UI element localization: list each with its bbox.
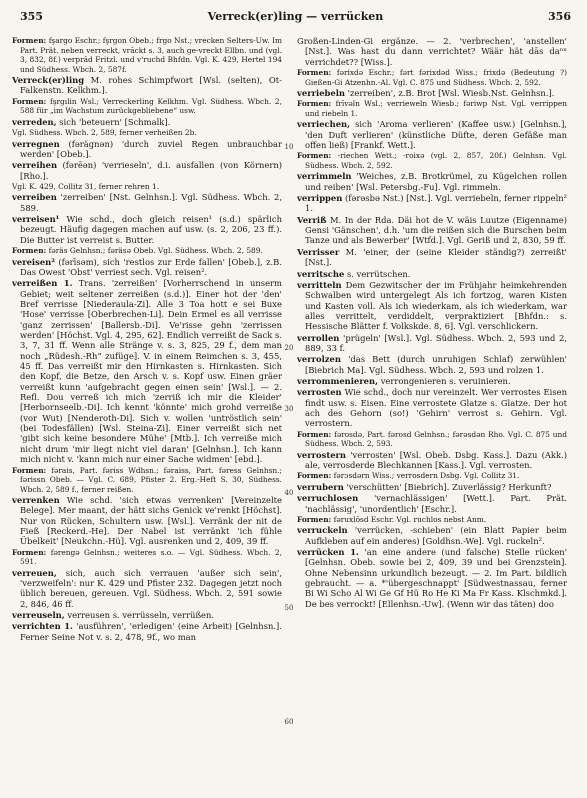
dictionary-entry [297,333,567,354]
entry-headword: verriechen, [297,119,351,130]
page-header [20,10,571,26]
entry-headword: verrosten [297,387,342,398]
forms-text: fərosdə, Part. fərosd Gelnhsn.; fərəsdən Rho. Vgl. C. 875 und Südhess. Wbch. 2, 593. [305,429,567,449]
forms-text: frīvəln Wsl.; verrieweln Wiesb.; fəriwp Nst. Vgl. verrippen und riebeln 1. [305,99,567,118]
entry-text: (fərēən) 'verrieseln', d.i. ausfallen (von Körnern) [Rho.]. [20,160,282,181]
entry-text: Wie schd., doch gleich reisen¹ (s.d.) spärlich bezeugt. Häufig dagegen machen auf usw. (s. 2, 206, 23 ff.). Die Butter ist verreist s. Butter. [20,214,282,245]
entry-text: (fərəsbə Nst.) [Nst.]. Vgl. verriebeln, ferner rippeln² 1. [305,193,567,214]
forms-text: fşrgılin Wsl.; Verreckerling Kelkhm. Vgl. Südhess. Wbch. 2, 588 für „im Wachstum zurückgebliebene“ usw. [20,96,282,116]
entry-continuation: Großen-Linden-Gi ergänze. — 2. 'verbrechen', 'anstellen' [Nst.]. Was hast du dann verrichtet? Wäär hät dās daⁿⁿ verrichdet?? [Wiss.]. [297,36,567,67]
dictionary-entry [297,387,567,428]
entry-text: Wie schd. 'sich etwas verrenken' [Vereinzelte Belege]. Mer maant, der hätt sichs Genick ve'renkt [Höchst]. Nur von Rücken, Schultern usw. [Wsl.]. Verränk der nit de Fieß [Reckerd.-He]. Der Nabel ist verränkt 'ich fühle Übelkeit' [Neukchn.-Hü]. Vgl. ausrenken und 2, 409, 39 ff. [20,495,282,547]
forms-text: fərengə Gelnhsn.; weiteres s.o. — Vgl. Südhess. Wbch. 2, 591. [20,547,282,567]
entry-headword: verritteln [297,279,342,290]
dictionary-entry [297,525,567,546]
forms-label: Formen: [12,96,47,106]
forms-note [297,471,567,481]
entry-headword: verreden, [12,116,57,127]
forms-text: fərɔsdərn Wiss.; verrosdern Dsbg. Vgl. Collitz 31. [333,471,520,481]
forms-note [297,515,567,525]
forms-note [297,68,567,87]
dictionary-entry [12,75,282,96]
forms-label: Formen: [297,151,332,161]
entry-text: 'zerreiben', z.B. Brot [Wsl. Wiesb.Nst. Gelnhsn.]. [347,88,555,99]
forms-note [297,99,567,118]
forms-text: fşargo Eschr.; fşrgon Obeb.; frgo Nst.; vrecken Selters-Uw. Im Part. Prät. neben verreckt, vrăckt s. 3, auch ge-vreckt Ellbn. und (vgl. 3, 832, 8f.) verprâd Fritzl. und v'ruchd Bhfdn. Vgl. K. 429, Hertel 194 und Südhess. Wbch. 2, 587f. [20,36,282,74]
entry-headword: verreiben [12,192,57,203]
entry-text: sich, auch sich verrauen 'außer sich sein', 'verzweifeln': nur K. 429 und Pfister 232. Dagegen jetzt noch üblich bereuen, gereuen. Vgl. Südhess. Wbch. 2, 591 sowie 2, 846, 46 ff. [20,567,282,609]
entry-headword: verrollen [297,332,340,343]
entry-text: M. In der Rda. Däi hot de V. wäis Luutze (Eigenname) Gensi 'Gänschen', d.h. 'um die reißen sich die Burschen beim Tanze und als Bewerber' [Wtfd.]. Vgl. Geriß und 2, 830, 59 ff. [305,214,567,246]
entry-headword: verregnen [12,138,60,149]
entry-text: Wie schd., doch nur vereinzelt. Wer verrostes Eisen findt usw. s. Eisen. Eine verrostete Glatze s. Glatze. Der hot ach des Gehorn (so!) 'Gehirn' verrost s. Gehirn. Vgl. verrostern. [305,387,567,429]
dictionary-entry [297,547,567,609]
entry-text: verrongenieren s. veruinieren. [380,375,511,386]
entry-text: s. verrütschen. [346,268,411,279]
entry-text: 'Weiches, z.B. Brotkrümel, zu Kügelchen rollen und reiben' [Wsl. Petersbg.-Fu]. Vgl. rimmeln. [305,171,567,192]
forms-label: Formen: [12,547,47,557]
entry-text: Trans. 'zerreißen' [Vorherrschend in unserm Gebiet; weit seltener zerreißen (s.d.)]. Einer hot der 'den' Bref verrisse [Niederaula-Zi]. Alle 3 Toa hott e sei Buxe 'Hose' verrisse [Oberbrechen-Li]. Dein Ermel es all verrisse 'ganz zerrissen' [Ballersb.-Di]. Ve'risse gehn 'zerrissen werden' [Höchst. Vgl. 4, 295, 62]. Endlich verreißt de Sack s. 3, 7, 31 ff. Wenn alle Stränge v. s. 3, 825, 29 f., dem man noch „Rüdesh.-Rh“ zufüge]. V. in einem Reimchen s. 3, 455, 45 ff. Das verreißt mir den Hirnkasten s. Hirnkasten. Sich den Kopf, die Betze, den Arsch v. s. Kopf usw. Einen gräer verreißt kunn 'aufgebracht gegen einen sein' [Wsl.]. — 2. Refl. Dou verreß ich mich 'zerriß ich mir die Kleider' [Herbornseelb.-Di]. Ich kennt 'könnte' mich grohd verreiße (vor Wut) [Nenderoth-Di]. Sich v. wollen 'untröstlich sein' (bei Todesfällen) [Wsl. Steina-Zi]. Einer verreißt sich net 'gibt sich keine besondere Mühe' [Mtb.]. Ich verreiße mich nicht drum 'mir liegt nicht viel daran' [Gelnhsn.]. Ich kann mich nicht v. 'kann mich nur einer Sache widmen' [ebd.]. [20,278,282,465]
entry-headword: verreuen, [12,567,57,578]
entry-headword: verrippen [297,193,343,204]
entry-text: sich 'beteuern' [Schmalk]. [59,116,171,127]
entry-headword: verruchlosen [297,493,359,504]
dictionary-entry [297,247,567,268]
forms-note [297,151,567,170]
dictionary-entry [12,214,282,245]
dictionary-entry [297,119,567,150]
entry-headword: verrostern [297,449,347,460]
entry-headword: verrücken 1. [297,547,359,558]
line-number: 30 [284,405,294,413]
entry-text: M. 'einer, der (seine Kleider ständig?) zerreißt' [Nst.]. [305,246,567,268]
forms-label: Formen: [12,36,47,45]
entry-headword: verreihen [12,160,58,171]
forms-text: Vgl. Südhess. Wbch. 2, 589, ferner verheißen 2b. [12,128,197,138]
entry-text: 'prügeln' [Wsl.]. Vgl. Südhess. Wbch. 2, 593 und 2, 889, 33 f. [305,332,567,353]
forms-text: fərixdə Eschr.; fərt fərixdəd Wiss.; frixdə (Bedeutung ?) Gießen-Gi Atzenhn.-Al. Vgl. C. 875 und Südhess. Wbch. 2, 592. [305,68,567,87]
entry-text: (fərägnən) 'durch zuviel Regen unbrauchbar werden' [Obeb.]. [20,138,282,159]
entry-headword: Verrisser [297,246,340,257]
dictionary-entry [297,88,567,98]
entry-text: 'ausführen', 'erledigen' (eine Arbeit) [Gelnhsn.]. Ferner Seine Not v. s. 2, 478, 9f., wo man [20,621,282,642]
line-number: 50 [284,604,294,612]
forms-note [12,97,282,116]
entry-text: 'an eine andere (und falsche) Stelle rücken' [Gelnhsn. Obeb. sowie bei 2, 409, 39 und bei Grenzstein]. Ohne Nebensinn urkundlich bezeugt. — 2. Im Part. bildlich gebraucht. — a. *'übergeschnappt' [Südwestnassau, ferner Bi Wi Scho Al Wi Ge Gf Hü Ro He Ki Ma Fr Kass. Klschmkd.]. De bes verrockt! [Ellenhsn.-Uw]. (Wenn wir das täten) doo [305,547,567,609]
line-number: 60 [284,718,294,726]
forms-label: Formen: [297,514,332,524]
forms-note [12,548,282,567]
entry-headword: verreuseln, [12,610,65,621]
right-column [297,36,567,786]
entry-headword: Verreck(er)ling [12,75,85,85]
entry-headword: verruckeln [297,525,348,536]
forms-note [12,36,282,74]
dictionary-entry [297,354,567,375]
dictionary-entry [12,160,282,181]
forms-text: -riechen Wett.; -roixə (vgl. 2, 857, 20f.) Gelnhsn. Vgl. Südhess. Wbch. 2, 592. [305,151,567,170]
entry-text: 'das Bett (durch unruhigen Schlaf) zerwühlen' [Biebrich Ma]. Vgl. Südhess. Wbch. 2, 593 und rolzen 1. [305,354,567,375]
entry-text: 'zerreiben' [Nst. Gelnhsn.]. Vgl. Südhess. Wbch. 2, 589. [20,192,282,213]
entry-text: sich 'Aroma verlieren' (Kaffee usw.) [Gelnhsn.], 'den Duft verlieren' (künstliche Düfte, deren Gefäße man offen ließ) [Frankf. Wett.]. [305,119,567,151]
forms-note [12,466,282,495]
dictionary-entry [297,493,567,514]
dictionary-entry [297,482,567,492]
line-number: 20 [284,344,294,352]
forms-note [12,128,282,138]
running-title: Verreck(er)ling — verrücken [207,10,384,23]
dictionary-entry [297,171,567,192]
forms-label: Formen: [297,99,332,109]
forms-label: Formen: [12,465,47,475]
entry-headword: verrenken [12,495,60,505]
dictionary-entry [297,376,567,386]
entry-headword: verreißen 1. [12,278,73,289]
page-number-left: 355 [20,10,43,23]
entry-text: M. rohes Schimpfwort [Wsl. (selten), Ot-Falkenstn. Kelkhm.]. [20,75,282,96]
entry-text: (fərīsəm), sich 'restlos zur Erde fallen' [Obeb.], z.B. Das Owest 'Obst' verriest sech. Vgl. reisen². [20,256,282,277]
entry-headword: verritsche [297,268,345,279]
dictionary-entry [297,269,567,279]
forms-text: Vgl. K. 429, Collitz 31, ferner rehren 1. [12,181,160,191]
entry-headword: Verriß [297,214,327,225]
dictionary-entry [12,192,282,213]
dictionary-entry [297,215,567,246]
line-number: 10 [284,143,294,151]
forms-label: Formen: [297,429,332,439]
forms-note [297,430,567,449]
entry-text: 'verrücken, -schieben' (ein Blatt Papier beim Aufkleben auf ein anderes) [Goldhsn.-We]. Vgl. ruckeln². [305,525,567,546]
entry-headword: verrolzen [297,354,341,365]
dictionary-entry [12,257,282,278]
forms-label: Formen: [297,68,332,78]
entry-headword: verriebeln [297,88,345,99]
entry-headword: verrichten 1. [12,621,73,632]
dictionary-entry [12,610,282,620]
forms-label: Formen: [297,471,332,481]
entry-headword: verrommenieren, [297,375,379,386]
forms-text: fəruxlōsd Eschr. Vgl. ruchlos nebst Anm. [333,514,487,524]
entry-text: verreusen s. verrüsseln, verrüßen. [67,610,215,621]
dictionary-entry [297,280,567,332]
dictionary-entry [12,139,282,160]
left-column [12,36,282,786]
forms-text: fəräs Gelnhsn.; fəräsə Obeb. Vgl. Südhess. Wbch. 2, 589. [48,246,263,256]
forms-text: fərais, Part. fəriss Wdhsn.; fəraiss, Part. fəress Gelnhsn.; fərissn Obeb. — Vgl. C. 689, Pfister 2. Erg.-Heft S. 30, Südhess. Wbch. 2, 589 f., ferner reißen. [20,465,282,494]
dictionary-entry [297,450,567,471]
dictionary-entry [12,117,282,127]
entry-headword: verreisen¹ [12,214,60,225]
entry-text: Dem Gezwitscher der im Frühjahr heimkehrenden Schwalben wird untergelegt Als ich fortzog, waren Kisten und Kasten voll. Als ich wiederkam, als ich wiederkam, war alles verrittelt, verdiddelt, verpraktiziert [Bhfdn.: s. Hessische Blätter f. Volkskde. 8, 6]. Vgl. verschlickern. [305,279,567,332]
entry-text: 'verrosten' [Wsl. Obeb. Dsbg. Kass.]. Dazu (Akk.) ale, verrosderde Blechkannen [Kass.]. Vgl. verrosten. [305,449,567,470]
entry-text: 'vernachlässigen' [Wett.]. Part. Prät. 'nachlässig', 'unordentlich' [Eschr.]. [305,493,567,514]
entry-headword: vereisen² [12,256,55,267]
dictionary-entry [12,278,282,464]
entry-headword: verrimmeln [297,171,352,182]
dictionary-entry [12,568,282,609]
line-number: 40 [284,489,294,497]
dictionary-entry [297,193,567,214]
forms-note [12,246,282,256]
entry-text: 'verschütten' [Biebrich]. Zuverlässig? Herkunft? [346,481,552,492]
dictionary-entry [12,495,282,547]
forms-label: Formen: [12,246,47,256]
entry-headword: verrubern [297,481,344,492]
dictionary-entry [12,621,282,642]
page-number-right: 356 [548,10,571,23]
forms-note [12,182,282,192]
